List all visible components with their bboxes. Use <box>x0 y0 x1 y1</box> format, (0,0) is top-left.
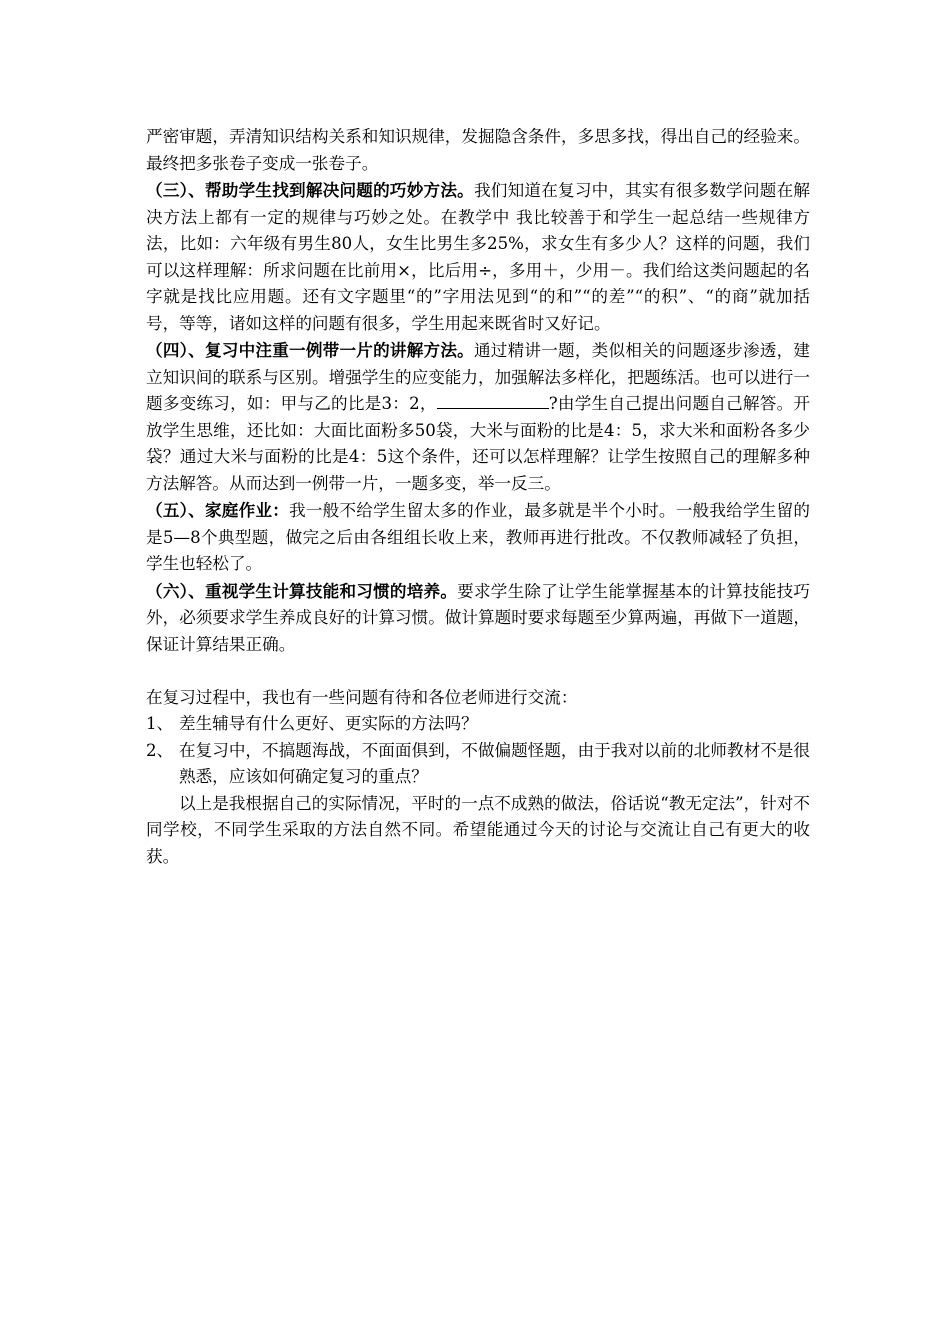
question-item-2 <box>146 738 810 791</box>
document-page <box>146 124 810 870</box>
section-four <box>146 337 810 497</box>
question-number: 2、 <box>146 740 174 760</box>
closing-paragraph: 以上是我根据自己的实际情况，平时的一点不成熟的做法，俗话说“教无定法”，针对不同学校，不同学生采取的方法自然不同。希望能通过今天的讨论与交流让自己有更大的收获。 <box>146 793 810 866</box>
question-text: 差生辅导有什么更好、更实际的方法吗？ <box>179 714 478 733</box>
section-four-heading: （四）、复习中注重一例带一片的讲解方法。 <box>146 340 474 360</box>
questions-intro: 在复习过程中，我也有一些问题有待和各位老师进行交流： <box>146 687 578 707</box>
section-four-body-b: ?由学生自己提出问题自己解答。开放学生思维，还比如：大面比面粉多50袋，大米与面粉的比是4：5，求大米和面粉各多少袋？通过大米与面粉的比是4：5这个条件，还可以怎样理解？让学生按照自己的理解多种方法解答。从而达到一例带一片，一题多变，举一反三。 <box>146 394 810 493</box>
section-five <box>146 497 810 578</box>
question-number: 1、 <box>146 714 174 733</box>
section-five-body: 我一般不给学生留太多的作业，最多就是半个小时。一般我给学生留的是5—8个典型题，做完之后由各组组长收上来，教师再进行批改。不仅教师减轻了负担，学生也轻松了。 <box>146 501 810 573</box>
section-three <box>146 177 810 337</box>
section-five-heading: （五）、家庭作业： <box>146 500 290 520</box>
section-three-heading: （三）、帮助学生找到解决问题的巧妙方法。 <box>146 180 474 200</box>
fill-in-blank-line <box>437 391 549 409</box>
section-three-body: 我们知道在复习中，其实有很多数学问题在解决方法上都有一定的规律与巧妙之处。在教学中 我比较善于和学生一起总结一些规律方法，比如：六年级有男生80人，女生比男生多25%，求女生有多少人？这样的问题，我们可以这样理解：所求问题在比前用×，比后用÷，多用＋，少用－。我们给这类问题起的名字就是找比应用题。还有文字题里“的”字用法见到“的和”“的差”“的积”、“的商”就加括号，等等，诸如这样的问题有很多，学生用起来既省时又好记。 <box>146 181 811 333</box>
paragraph-review-summary: 严密审题，弄清知识结构关系和知识规律，发掘隐含条件，多思多找，得出自己的经验来。最终把多张卷子变成一张卷子。 <box>146 127 810 173</box>
question-text: 在复习中，不搞题海战，不面面俱到，不做偏题怪题，由于我对以前的北师教材不是很熟悉，应该如何确定复习的重点？ <box>179 740 810 786</box>
section-four-body-a: 通过精讲一题，类似相关的问题逐步渗透，建立知识间的联系与区别。增强学生的应变能力，加强解法多样化，把题练活。也可以进行一题多变练习，如：甲与乙的比是3：2， <box>146 341 811 413</box>
question-item-1 <box>146 711 810 738</box>
section-six-heading: （六）、重视学生计算技能和习惯的培养。 <box>146 580 458 601</box>
section-six <box>146 578 810 659</box>
blank-line <box>146 658 810 685</box>
section-six-body: 要求学生除了让学生能掌握基本的计算技能技巧外，必须要求学生养成良好的计算习惯。做计算题时要求每题至少算两遍，再做下一道题，保证计算结果正确。 <box>146 581 811 654</box>
